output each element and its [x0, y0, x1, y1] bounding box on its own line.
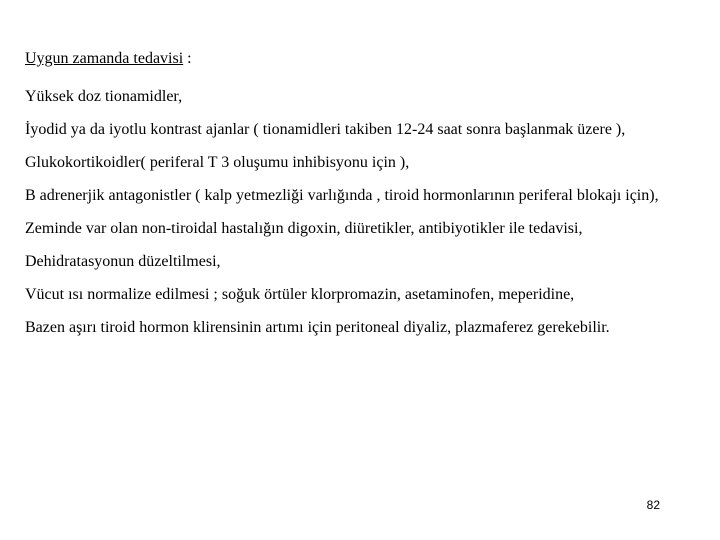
- paragraph-body-temperature: Vücut ısı normalize edilmesi ; soğuk örtüler klorpromazin, asetaminofen, meperidine,: [25, 286, 575, 303]
- paragraph-high-dose-thionamides: Yüksek doz tionamidler,: [25, 88, 183, 105]
- section-heading-label: Uygun zamanda tedavisi: [25, 50, 184, 67]
- paragraph-non-thyroidal-illness: Zeminde var olan non-tiroidal hastalığın digoxin, diüretikler, antibiyotikler ile tedavisi,: [25, 220, 583, 237]
- paragraph-beta-adrenergic: B adrenerjik antagonistler ( kalp yetmezliği varlığında , tiroid hormonlarının periferal blokajı için),: [25, 187, 659, 204]
- paragraph-dehydration: Dehidratasyonun düzeltilmesi,: [25, 253, 221, 270]
- page-number: 82: [646, 498, 660, 512]
- paragraph-iodide-contrast: İyodid ya da iyotlu kontrast ajanlar ( tionamidleri takiben 12-24 saat sonra başlanmak üzere ),: [25, 121, 626, 138]
- paragraph-dialysis-plasmapheresis: Bazen aşırı tiroid hormon klirensinin artımı için peritoneal diyaliz, plazmaferez gerekebilir.: [25, 319, 610, 336]
- paragraph-glucocorticoids: Glukokortikoidler( periferal T 3 oluşumu inhibisyonu için ),: [25, 154, 410, 171]
- section-heading-suffix: :: [183, 50, 192, 67]
- slide-content: [25, 48, 678, 350]
- section-heading: [25, 48, 678, 70]
